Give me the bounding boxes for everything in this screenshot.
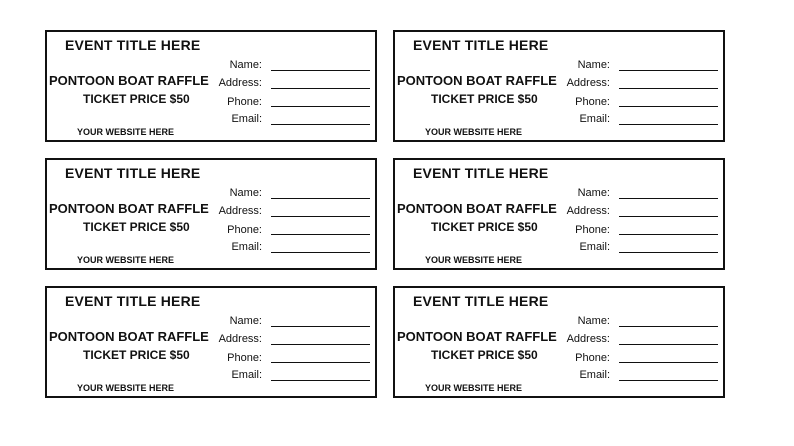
raffle-ticket	[45, 158, 377, 270]
website-text: YOUR WEBSITE HERE	[425, 383, 523, 393]
website-text: YOUR WEBSITE HERE	[77, 127, 175, 137]
raffle-ticket	[393, 158, 725, 270]
name-label: Name:	[577, 59, 610, 71]
address-label: Address:	[218, 77, 262, 89]
website-text: YOUR WEBSITE HERE	[425, 127, 523, 137]
phone-label: Phone:	[227, 96, 262, 108]
raffle-name: PONTOON BOAT RAFFLE	[49, 201, 209, 216]
ticket-price: TICKET PRICE $50	[83, 92, 190, 106]
address-field[interactable]	[619, 344, 718, 345]
raffle-ticket	[393, 30, 725, 142]
address-label: Address:	[218, 333, 262, 345]
ticket-price: TICKET PRICE $50	[83, 220, 190, 234]
phone-field[interactable]	[271, 362, 370, 363]
ticket-price: TICKET PRICE $50	[431, 92, 538, 106]
raffle-name: PONTOON BOAT RAFFLE	[397, 329, 557, 344]
address-field[interactable]	[271, 216, 370, 217]
name-label: Name:	[229, 59, 262, 71]
email-field[interactable]	[619, 252, 718, 253]
ticket-price: TICKET PRICE $50	[431, 348, 538, 362]
phone-label: Phone:	[575, 224, 610, 236]
address-label: Address:	[566, 205, 610, 217]
name-field[interactable]	[271, 70, 370, 71]
phone-field[interactable]	[271, 234, 370, 235]
phone-label: Phone:	[227, 224, 262, 236]
phone-field[interactable]	[619, 362, 718, 363]
address-field[interactable]	[619, 216, 718, 217]
raffle-ticket	[393, 286, 725, 398]
event-title: EVENT TITLE HERE	[413, 37, 549, 53]
email-label: Email:	[231, 369, 262, 381]
raffle-ticket	[45, 30, 377, 142]
event-title: EVENT TITLE HERE	[413, 165, 549, 181]
address-label: Address:	[566, 333, 610, 345]
website-text: YOUR WEBSITE HERE	[77, 255, 175, 265]
name-field[interactable]	[619, 326, 718, 327]
phone-label: Phone:	[575, 96, 610, 108]
name-label: Name:	[229, 315, 262, 327]
event-title: EVENT TITLE HERE	[413, 293, 549, 309]
email-label: Email:	[579, 369, 610, 381]
address-label: Address:	[218, 205, 262, 217]
name-label: Name:	[229, 187, 262, 199]
name-field[interactable]	[271, 198, 370, 199]
raffle-name: PONTOON BOAT RAFFLE	[49, 73, 209, 88]
phone-label: Phone:	[575, 352, 610, 364]
address-field[interactable]	[271, 344, 370, 345]
email-field[interactable]	[271, 380, 370, 381]
raffle-name: PONTOON BOAT RAFFLE	[397, 73, 557, 88]
ticket-price: TICKET PRICE $50	[83, 348, 190, 362]
ticket-price: TICKET PRICE $50	[431, 220, 538, 234]
raffle-name: PONTOON BOAT RAFFLE	[397, 201, 557, 216]
event-title: EVENT TITLE HERE	[65, 293, 201, 309]
email-label: Email:	[231, 241, 262, 253]
name-field[interactable]	[619, 70, 718, 71]
email-label: Email:	[579, 113, 610, 125]
name-field[interactable]	[271, 326, 370, 327]
phone-field[interactable]	[271, 106, 370, 107]
name-field[interactable]	[619, 198, 718, 199]
raffle-name: PONTOON BOAT RAFFLE	[49, 329, 209, 344]
phone-label: Phone:	[227, 352, 262, 364]
address-field[interactable]	[271, 88, 370, 89]
phone-field[interactable]	[619, 234, 718, 235]
raffle-ticket	[45, 286, 377, 398]
email-field[interactable]	[271, 252, 370, 253]
website-text: YOUR WEBSITE HERE	[425, 255, 523, 265]
email-field[interactable]	[271, 124, 370, 125]
event-title: EVENT TITLE HERE	[65, 165, 201, 181]
address-label: Address:	[566, 77, 610, 89]
phone-field[interactable]	[619, 106, 718, 107]
name-label: Name:	[577, 315, 610, 327]
website-text: YOUR WEBSITE HERE	[77, 383, 175, 393]
email-label: Email:	[579, 241, 610, 253]
event-title: EVENT TITLE HERE	[65, 37, 201, 53]
email-field[interactable]	[619, 124, 718, 125]
name-label: Name:	[577, 187, 610, 199]
email-label: Email:	[231, 113, 262, 125]
address-field[interactable]	[619, 88, 718, 89]
email-field[interactable]	[619, 380, 718, 381]
